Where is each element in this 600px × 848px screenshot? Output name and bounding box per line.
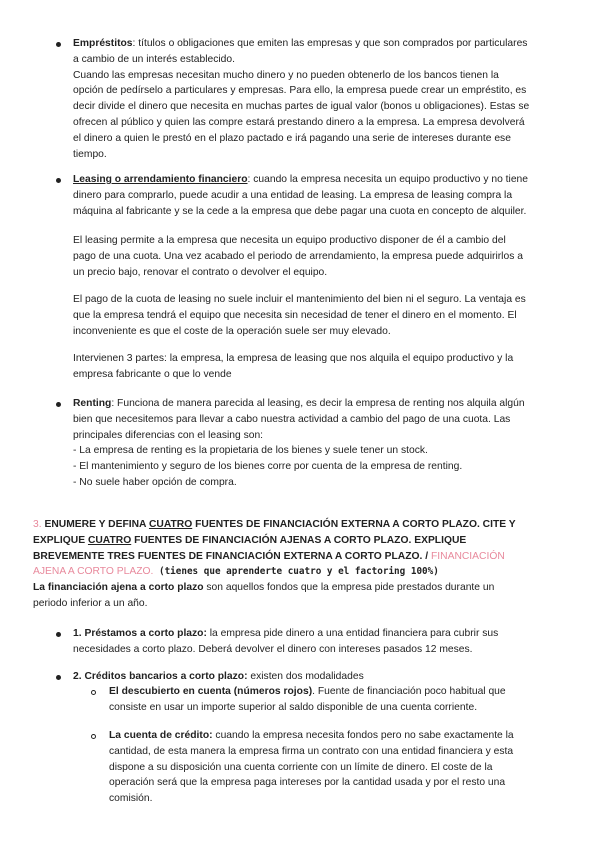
descubierto-term: El descubierto en cuenta (números rojos) [109,686,313,697]
bullet-icon [56,178,61,183]
bullet-icon [56,632,61,637]
leasing-paragraph-4: Intervienen 3 partes: la empresa, la empresa de leasing que nos alquila el equipo productivo y la empresa fabricante o que lo vende [73,353,514,380]
question-3-heading: 3. ENUMERE Y DEFINA CUATRO FUENTES DE FINANCIACIÓN EXTERNA A CORTO PLAZO. CITE Y EXPLIQUE CUATRO FUENTES DE FINANCIACIÓN AJENAS A CORTO PLAZO. EXPLIQUE BREVEMENTE TRES FUENTES DE FINANCIACIÓN EXTERNA A CORTO PLAZO. / FINANCIACIÓN AJENA A CORTO PLAZO. (tienes que aprenderte cuatro y el factoring 100%) [33,519,516,578]
cuenta-credito-paragraph: La cuenta de crédito: cuando la empresa necesita fondos pero no sabe exactamente la cantidad, de esta manera la empresa firma un contrato con una entidad financiera y esta dispone a su disposición una cuenta corriente con un límite de dinero. El coste de la operación será que la empresa paga intereses por la cantidad usada y por el resto una comisión. [109,730,514,805]
sub-bullet-icon [91,690,96,695]
sub-bullet-icon [91,734,96,739]
descubierto-paragraph: El descubierto en cuenta (números rojos). Fuente de financiación poco habitual que consiste en usar un importe superior al saldo disponible de una cuenta corriente. [109,686,506,713]
emprestitos-paragraph: Empréstitos: títulos o obligaciones que emiten las empresas y que son comprados por particulares a cambio de un interés establecido. Cuando las empresas necesitan mucho dinero y no pueden obtenerlo de los bancos tienen la opción de pedírselo a particulares y empresas. Para ello, la empresa puede crear un empréstito, es decir divide el dinero que necesita en muchas partes de igual valor (bonos u obligaciones). Estas se ofrecen al público y quien las compre estará prestando dinero a la empresa. La empresa devolverá el dinero a quien le prestó en el plazo pactado e irá pagando una serie de intereses durante ese tiempo. [73,38,530,160]
intro-paragraph: La financiación ajena a corto plazo son aquellos fondos que la empresa pide prestados durante un periodo inferior a un año. [33,582,495,609]
cuenta-credito-term: La cuenta de crédito: [109,730,213,741]
handwritten-note: (tienes que aprenderte cuatro y el factoring 100%) [153,566,439,578]
bullet-icon [56,42,61,47]
prestamos-term: 1. Préstamos a corto plazo: [73,628,207,639]
prestamos-paragraph: 1. Préstamos a corto plazo: la empresa pide dinero a una entidad financiera para cubrir sus necesidades a corto plazo. Deberá devolver el dinero con intereses pasados 12 meses. [73,628,499,655]
bullet-icon [56,402,61,407]
leasing-paragraph-1: Leasing o arrendamiento financiero: cuando la empresa necesita un equipo productivo y no tiene dinero para comprarlo, puede acudir a una entidad de leasing. La empresa de leasing compra la máquina al fabricante y se la cede a la empresa que debe pagar una cuota en concepto de alquiler. [73,174,529,217]
renting-term: Renting [73,398,112,409]
leasing-paragraph-2: El leasing permite a la empresa que necesita un equipo productivo disponer de él a cambio del pago de una cuota. Una vez acabado el periodo de arrendamiento, la empresa puede adquirirlos a un precio bajo, renovar el contrato o devolver el equipo. [73,235,523,278]
question-number: 3. [33,519,42,530]
bullet-icon [56,675,61,680]
renting-paragraph: Renting: Funciona de manera parecida al leasing, es decir la empresa de renting nos alquila algún bien que necesitemos para llevar a cabo nuestra actividad a cambio del pago de una cuota. Las principales diferencias con el leasing son: - La empresa de renting es la propietaria de los bienes y suele tener un stock. - El mantenimiento y seguro de los bienes corre por cuenta de la empresa de renting. - No suele haber opción de compra. [73,398,525,488]
emprestitos-term: Empréstitos [73,38,133,49]
leasing-paragraph-3: El pago de la cuota de leasing no suele incluir el mantenimiento del bien ni el seguro. La ventaja es que la empresa tendrá el equipo que necesita sin necesidad de tener el dinero en el momento. El inconveniente es que el coste de la operación suele ser muy elevado. [73,294,526,337]
creditos-term: 2. Créditos bancarios a corto plazo: [73,671,248,682]
leasing-term: Leasing o arrendamiento financiero [73,174,248,185]
creditos-paragraph: 2. Créditos bancarios a corto plazo: existen dos modalidades [73,671,364,682]
intro-term: La financiación ajena a corto plazo [33,582,204,593]
